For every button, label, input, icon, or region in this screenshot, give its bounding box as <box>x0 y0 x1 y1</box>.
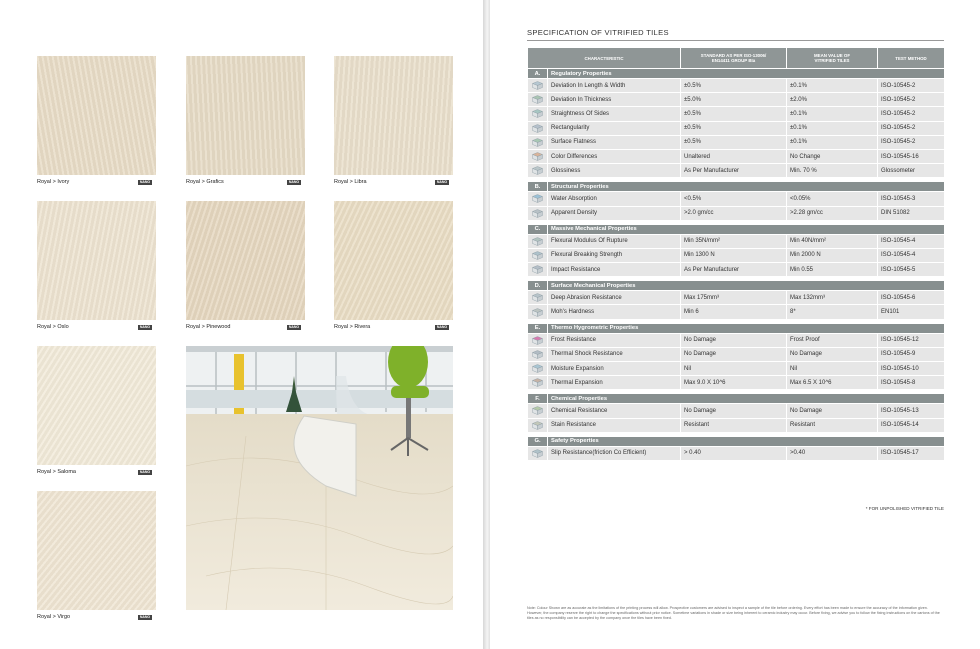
characteristic-cell: Rectangularity <box>548 121 681 135</box>
tile-swatch <box>37 201 156 320</box>
mean-value-cell: Frost Proof <box>787 333 878 347</box>
tile-swatch <box>37 491 156 610</box>
mean-value-cell: ±0.1% <box>787 79 878 93</box>
standard-cell: Min 6 <box>681 305 787 319</box>
test-method-cell: DIN 51082 <box>878 206 945 220</box>
property-icon-cell <box>528 234 548 248</box>
group-letter: A. <box>528 69 548 79</box>
group-header-row <box>528 69 945 79</box>
group-header-row <box>528 323 945 333</box>
property-icon-cell <box>528 149 548 163</box>
header-mean-line1: MEAN VALUE OF <box>813 53 851 58</box>
mean-value-cell: Nil <box>787 362 878 376</box>
header-characteristic: CHARACTERISTIC <box>528 48 681 69</box>
title-rule <box>527 40 944 41</box>
tile-swatch <box>186 56 305 175</box>
tile-cube-icon <box>532 336 543 345</box>
spec-row <box>528 263 945 277</box>
standard-cell: ±0.5% <box>681 135 787 149</box>
property-icon-cell <box>528 362 548 376</box>
tile-cube-icon <box>532 350 543 359</box>
test-method-cell: ISO-10545-16 <box>878 149 945 163</box>
standard-cell: ±0.5% <box>681 79 787 93</box>
tile-name: Royal > Grafics <box>186 179 224 185</box>
header-standard <box>681 48 787 69</box>
property-icon-cell <box>528 79 548 93</box>
mean-value-cell: 8* <box>787 305 878 319</box>
test-method-cell: ISO-10545-2 <box>878 107 945 121</box>
mean-value-cell: >0.40 <box>787 446 878 460</box>
characteristic-cell: Frost Resistance <box>548 333 681 347</box>
tile-cube-icon <box>532 364 543 373</box>
characteristic-cell: Straightness Of Sides <box>548 107 681 121</box>
group-header-row <box>528 436 945 446</box>
standard-cell: Nil <box>681 362 787 376</box>
spec-row <box>528 404 945 418</box>
characteristic-cell: Color Differences <box>548 149 681 163</box>
tile-name: Royal > Libra <box>334 179 367 185</box>
nano-badge: NANO <box>139 470 151 474</box>
standard-cell: No Damage <box>681 347 787 361</box>
tile-name: Royal > Rivera <box>334 324 371 330</box>
spec-body <box>528 69 945 461</box>
nano-badge: NANO <box>436 180 448 184</box>
property-icon-cell <box>528 107 548 121</box>
nano-badge: NANO <box>436 325 448 329</box>
standard-cell: Max 175mm³ <box>681 291 787 305</box>
mean-value-cell: Min 0.55 <box>787 263 878 277</box>
mean-value-cell: Max 6.5 X 10^6 <box>787 376 878 390</box>
tile-cube-icon <box>532 124 543 133</box>
test-method-cell: ISO-10545-2 <box>878 79 945 93</box>
characteristic-cell: Moh's Hardness <box>548 305 681 319</box>
group-letter: F. <box>528 394 548 404</box>
property-icon-cell <box>528 376 548 390</box>
test-method-cell: ISO-10545-12 <box>878 333 945 347</box>
tile-name: Royal > Pinewood <box>186 324 231 330</box>
characteristic-cell: Impact Resistance <box>548 263 681 277</box>
spec-header-row <box>528 48 945 69</box>
characteristic-cell: Deviation In Thickness <box>548 93 681 107</box>
tile-name: Royal > Ivory <box>37 179 70 185</box>
mean-value-cell: Resistant <box>787 418 878 432</box>
test-method-cell: ISO-10545-8 <box>878 376 945 390</box>
property-icon-cell <box>528 404 548 418</box>
characteristic-cell: Thermal Shock Resistance <box>548 347 681 361</box>
mean-value-cell: No Damage <box>787 404 878 418</box>
header-standard-line1: STANDARD AS PER ISO-13006/ <box>700 53 767 58</box>
page-gutter <box>483 0 490 649</box>
spec-row <box>528 248 945 262</box>
characteristic-cell: Moisture Expansion <box>548 362 681 376</box>
tile-name: Royal > Saloma <box>37 469 76 475</box>
tile-cube-icon <box>532 421 543 430</box>
spec-row <box>528 121 945 135</box>
test-method-cell: ISO-10545-9 <box>878 347 945 361</box>
spec-row <box>528 362 945 376</box>
tile-name: Royal > Virgo <box>37 614 71 620</box>
characteristic-cell: Deep Abrasion Resistance <box>548 291 681 305</box>
test-method-cell: Glossometer <box>878 164 945 178</box>
group-title: Massive Mechanical Properties <box>548 224 945 234</box>
mean-value-cell: ±0.1% <box>787 121 878 135</box>
group-title: Surface Mechanical Properties <box>548 281 945 291</box>
characteristic-cell: Water Absorption <box>548 192 681 206</box>
tile-cube-icon <box>532 378 543 387</box>
tile-name: Royal > Oslo <box>37 324 69 330</box>
group-letter: B. <box>528 182 548 192</box>
group-header-row <box>528 182 945 192</box>
mean-value-cell: ±0.1% <box>787 135 878 149</box>
spec-row <box>528 347 945 361</box>
mean-value-cell: ±0.1% <box>787 107 878 121</box>
room-photo <box>186 346 453 610</box>
test-method-cell: ISO-10545-3 <box>878 192 945 206</box>
spec-table <box>527 47 945 461</box>
property-icon-cell <box>528 446 548 460</box>
tile-cube-icon <box>532 265 543 274</box>
group-letter: G. <box>528 436 548 446</box>
group-title: Safety Properties <box>548 436 945 446</box>
test-method-cell: ISO-10545-17 <box>878 446 945 460</box>
spec-row <box>528 291 945 305</box>
test-method-cell: ISO-10545-4 <box>878 248 945 262</box>
header-mean <box>787 48 878 69</box>
group-letter: C. <box>528 224 548 234</box>
nano-badge: NANO <box>288 180 300 184</box>
standard-cell: Min 1300 N <box>681 248 787 262</box>
mean-value-cell: >2.28 gm/cc <box>787 206 878 220</box>
tile-swatch <box>334 201 453 320</box>
standard-cell: ±0.5% <box>681 107 787 121</box>
spec-row <box>528 234 945 248</box>
standard-cell: Unaltered <box>681 149 787 163</box>
group-title: Thermo Hygrometric Properties <box>548 323 945 333</box>
mean-value-cell: Min. 70 % <box>787 164 878 178</box>
standard-cell: Resistant <box>681 418 787 432</box>
tile-cube-icon <box>532 138 543 147</box>
spec-row <box>528 376 945 390</box>
nano-badge: NANO <box>288 325 300 329</box>
tile-cube-icon <box>532 194 543 203</box>
tile-cube-icon <box>532 449 543 458</box>
spec-row <box>528 149 945 163</box>
spec-row <box>528 164 945 178</box>
test-method-cell: ISO-10545-13 <box>878 404 945 418</box>
property-icon-cell <box>528 263 548 277</box>
standard-cell: As Per Manufacturer <box>681 263 787 277</box>
tile-swatch <box>37 56 156 175</box>
property-icon-cell <box>528 206 548 220</box>
tile-swatch <box>186 201 305 320</box>
tile-cube-icon <box>532 406 543 415</box>
characteristic-cell: Glossiness <box>548 164 681 178</box>
standard-cell: >2.0 gm/cc <box>681 206 787 220</box>
spec-row <box>528 206 945 220</box>
standard-cell: Max 9.0 X 10^6 <box>681 376 787 390</box>
test-method-cell: EN101 <box>878 305 945 319</box>
footnote: * FOR UNPOLISHED VITRIFIED TILE <box>865 506 944 511</box>
group-header-row <box>528 224 945 234</box>
spec-row <box>528 93 945 107</box>
mean-value-cell: Max 132mm³ <box>787 291 878 305</box>
tile-cube-icon <box>532 81 543 90</box>
disclaimer: Note: Colour Shown are as accurate as the limitations of the printing process will allow. Prospective customers are advised to inspect a sample of the tile before ordering. Every effort has been made to ensure the accuracy of the information given. However, the company reserve the right to change the specifications without prior notice. Sometime variations in shade or size being inherent to ceramic industry may occur. Before fixing, we advise you to follow the fixing instructions on the cartons of the tiles as no responsibility can be accepted by the company once the tiles have been fixed. <box>527 606 940 621</box>
spec-row <box>528 79 945 93</box>
test-method-cell: ISO-10545-2 <box>878 135 945 149</box>
group-title: Structural Properties <box>548 182 945 192</box>
tile-cube-icon <box>532 209 543 218</box>
test-method-cell: ISO-10545-6 <box>878 291 945 305</box>
property-icon-cell <box>528 121 548 135</box>
characteristic-cell: Slip Resistance(friction Co Efficient) <box>548 446 681 460</box>
spec-title: SPECIFICATION OF VITRIFIED TILES <box>527 28 669 37</box>
mean-value-cell: <0.05% <box>787 192 878 206</box>
group-letter: E. <box>528 323 548 333</box>
characteristic-cell: Apparent Density <box>548 206 681 220</box>
test-method-cell: ISO-10545-4 <box>878 234 945 248</box>
test-method-cell: ISO-10545-10 <box>878 362 945 376</box>
header-mean-line2: VITRIFIED TILES <box>814 58 850 63</box>
mean-value-cell: Min 2000 N <box>787 248 878 262</box>
tile-cube-icon <box>532 166 543 175</box>
tile-cube-icon <box>532 152 543 161</box>
group-title: Chemical Properties <box>548 394 945 404</box>
property-icon-cell <box>528 248 548 262</box>
tile-cube-icon <box>532 95 543 104</box>
group-header-row <box>528 281 945 291</box>
spec-row <box>528 446 945 460</box>
mean-value-cell: No Damage <box>787 347 878 361</box>
standard-cell: Min 35N/mm² <box>681 234 787 248</box>
standard-cell: ±0.5% <box>681 121 787 135</box>
spec-row <box>528 418 945 432</box>
group-header-row <box>528 394 945 404</box>
spec-row <box>528 135 945 149</box>
property-icon-cell <box>528 192 548 206</box>
spec-row <box>528 107 945 121</box>
nano-badge: NANO <box>139 325 151 329</box>
mean-value-cell: ±2.0% <box>787 93 878 107</box>
test-method-cell: ISO-10545-5 <box>878 263 945 277</box>
characteristic-cell: Flexural Breaking Strength <box>548 248 681 262</box>
group-title: Regulatory Properties <box>548 69 945 79</box>
mean-value-cell: Min 40N/mm² <box>787 234 878 248</box>
standard-cell: No Damage <box>681 333 787 347</box>
property-icon-cell <box>528 291 548 305</box>
test-method-cell: ISO-10545-14 <box>878 418 945 432</box>
test-method-cell: ISO-10545-2 <box>878 93 945 107</box>
header-standard-line2: EN14411 GROUP BIa <box>711 58 756 63</box>
characteristic-cell: Stain Resistance <box>548 418 681 432</box>
property-icon-cell <box>528 333 548 347</box>
tile-swatch <box>37 346 156 465</box>
characteristic-cell: Surface Flatness <box>548 135 681 149</box>
test-method-cell: ISO-10545-2 <box>878 121 945 135</box>
tile-cube-icon <box>532 308 543 317</box>
tile-cube-icon <box>532 251 543 260</box>
tile-cube-icon <box>532 109 543 118</box>
property-icon-cell <box>528 93 548 107</box>
spec-row <box>528 305 945 319</box>
nano-badge: NANO <box>139 180 151 184</box>
spec-row <box>528 333 945 347</box>
property-icon-cell <box>528 418 548 432</box>
property-icon-cell <box>528 164 548 178</box>
tile-cube-icon <box>532 237 543 246</box>
characteristic-cell: Thermal Expansion <box>548 376 681 390</box>
standard-cell: <0.5% <box>681 192 787 206</box>
property-icon-cell <box>528 305 548 319</box>
group-letter: D. <box>528 281 548 291</box>
standard-cell: ±5.0% <box>681 93 787 107</box>
tile-swatch <box>334 56 453 175</box>
mean-value-cell: No Change <box>787 149 878 163</box>
standard-cell: No Damage <box>681 404 787 418</box>
property-icon-cell <box>528 347 548 361</box>
characteristic-cell: Chemical Resistance <box>548 404 681 418</box>
standard-cell: > 0.40 <box>681 446 787 460</box>
characteristic-cell: Deviation In Length & Width <box>548 79 681 93</box>
tile-cube-icon <box>532 293 543 302</box>
property-icon-cell <box>528 135 548 149</box>
nano-badge: NANO <box>139 615 151 619</box>
header-test-method: TEST METHOD <box>878 48 945 69</box>
spec-row <box>528 192 945 206</box>
standard-cell: As Per Manufacturer <box>681 164 787 178</box>
characteristic-cell: Flexural Modulus Of Rupture <box>548 234 681 248</box>
